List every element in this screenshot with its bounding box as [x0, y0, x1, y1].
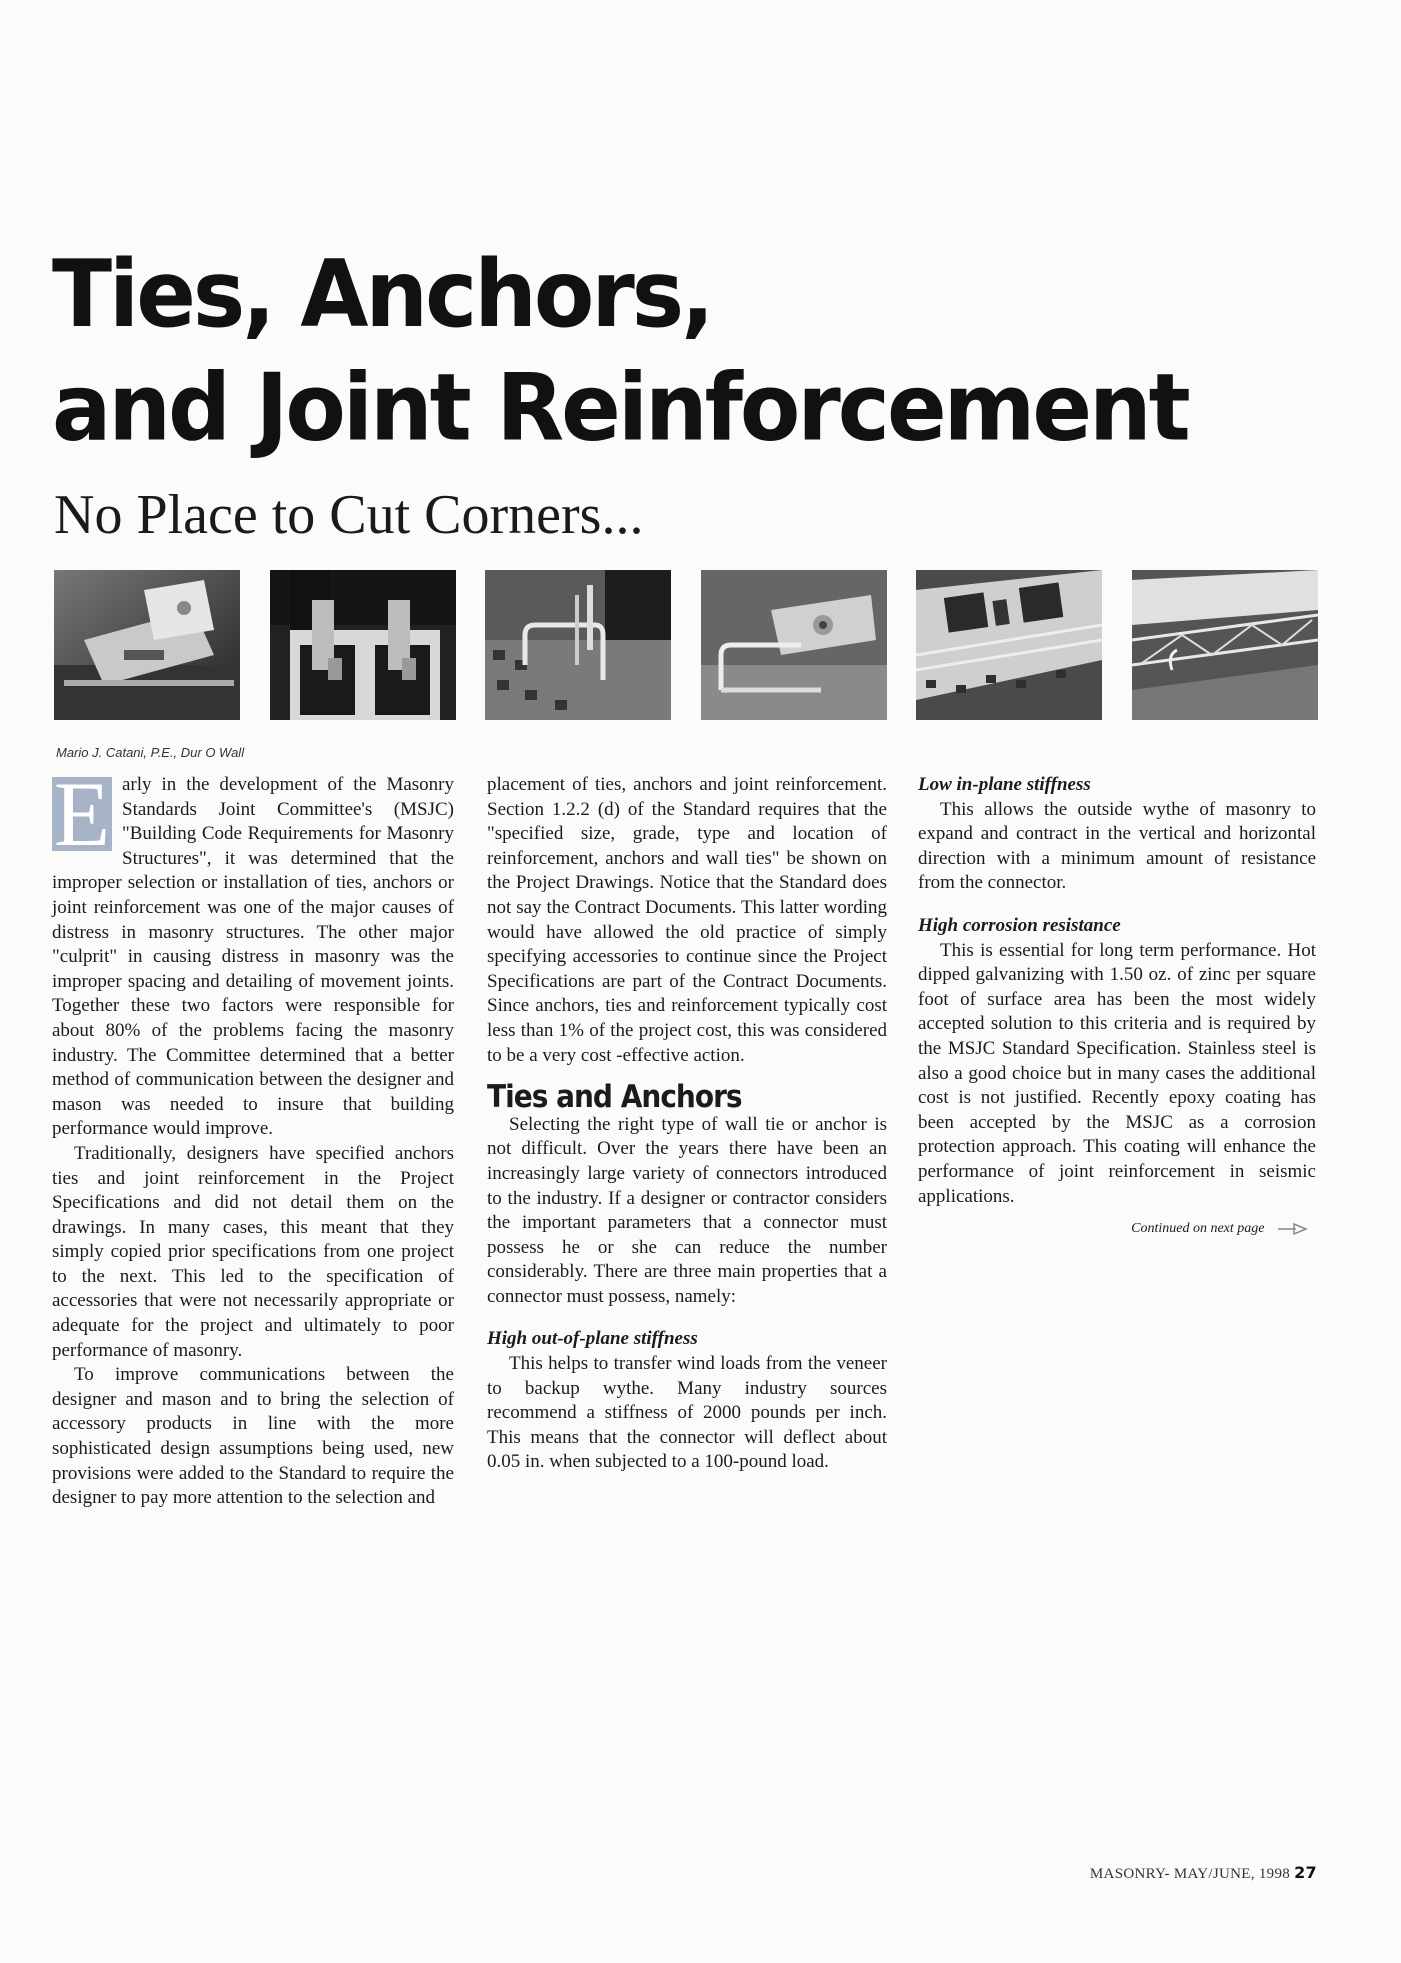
article-title	[52, 238, 1188, 465]
column-3	[918, 773, 1316, 1242]
paragraph: Selecting the right type of wall tie or anchor is not difficult. Over the years there have been an increasingly large variety of connectors introduced to the industry. If a designer or contractor considers the important parameters that a connector must possess he or she can reduce the number considerably. There are three main properties that a connector must possess, namely:	[487, 1113, 887, 1307]
continued-note	[918, 1217, 1316, 1242]
page-number: 27	[1294, 1863, 1317, 1882]
angle-anchors-photo	[270, 570, 456, 720]
paragraph: Traditionally, designers have specified anchors ties and joint reinforcement in the Project Specifications and did not detail them on the drawings. In many cases, this meant that they simply copied prior specifications from one project to the next. This led to the specification of accessories that were not necessarily appropriate or adequate for the project and ultimately to poor performance of masonry.	[52, 1142, 454, 1361]
byline: Mario J. Catani, P.E., Dur O Wall	[56, 745, 245, 760]
column-1	[52, 763, 454, 1511]
paragraph: This helps to transfer wind loads from the veneer to backup wythe. Many industry sources recommend a stiffness of 2000 pounds per inch. This means that the connector will deflect about 0.05 in. when subjected to a 100-pound load.	[487, 1353, 887, 1473]
section-heading: Ties and Anchors	[487, 1078, 742, 1115]
paragraph: This is essential for long term performance. Hot dipped galvanizing with 1.50 oz. of zinc per square foot of surface area has been the most widely accepted solution to this criteria and is required by the MSJC Standard Specification. Stainless steel is also a good choice but in many cases the additional cost is not justified. Recently epoxy coating has been accepted by the MSJC as a corrosion protection approach. This coating will enhance the performance of joint reinforcement in seismic applications.	[918, 939, 1316, 1207]
truss-joint-reinforcement-photo	[1132, 570, 1318, 720]
paragraph: placement of ties, anchors and joint reinforcement. Section 1.2.2 (d) of the Standard requires that the "specified size, grade, type and location of reinforcement, anchors and wall ties" be shown on the Project Drawings. Notice that the Standard does not say the Contract Documents. This latter wording would have allowed the old practice of simply specifying accessories to continue since the Project Specifications are part of the Contract Documents. Since anchors, ties and reinforcement typically cost less than 1% of the project cost, this was considered to be a very cost -effective action.	[487, 774, 887, 1066]
continued-text: Continued on next page	[1131, 1221, 1265, 1237]
subheading: Low in-plane stiffness	[918, 774, 1091, 795]
paragraph: This allows the outside wythe of masonry to expand and contract in the vertical and horizontal direction with a minimum amount of resistance from the connector.	[918, 798, 1316, 894]
wire-tie-on-block-photo	[485, 570, 671, 720]
subheading: High corrosion resistance	[918, 914, 1121, 936]
photo-strip	[54, 570, 1318, 720]
footer-text: MASONRY- MAY/JUNE, 1998	[1089, 1866, 1291, 1882]
title-line-2: and Joint Reinforcement	[52, 353, 1188, 462]
drop-cap: E	[53, 763, 111, 865]
title-line-1: Ties, Anchors,	[52, 240, 712, 349]
page-footer	[1090, 1863, 1317, 1883]
subheading: High out-of-plane stiffness	[487, 1328, 698, 1350]
ladder-joint-reinforcement-photo	[916, 570, 1102, 720]
column-2	[487, 773, 887, 1475]
adjustable-anchor-plate-photo	[54, 570, 240, 720]
arrow-right-icon	[1276, 1222, 1312, 1236]
paragraph: E arly in the development of the Masonry Standards Joint Committee's (MSJC) "Building Code Requirements for Masonry Structures", it was determined that the improper selection or installation of ties, anchors or joint reinforcement was one of the major causes of distress in masonry structures. The other major "culprit" in causing distress in masonry was the improper spacing and detailing of movement joints. Together these two factors were responsible for about 80% of the problems facing the masonry industry. The Committee determined that a better method of communication between the designer and mason was needed to insure that building performance would improve.	[52, 763, 454, 1140]
paragraph: To improve communications between the designer and mason and to bring the selection of accessory products in line with the more sophisticated design assumptions being used, new provisions were added to the Standard to require the designer to pay more attention to the selection and	[52, 1364, 454, 1509]
article-subtitle: No Place to Cut Corners...	[54, 484, 644, 546]
adjustable-tie-plate-photo	[701, 570, 887, 720]
